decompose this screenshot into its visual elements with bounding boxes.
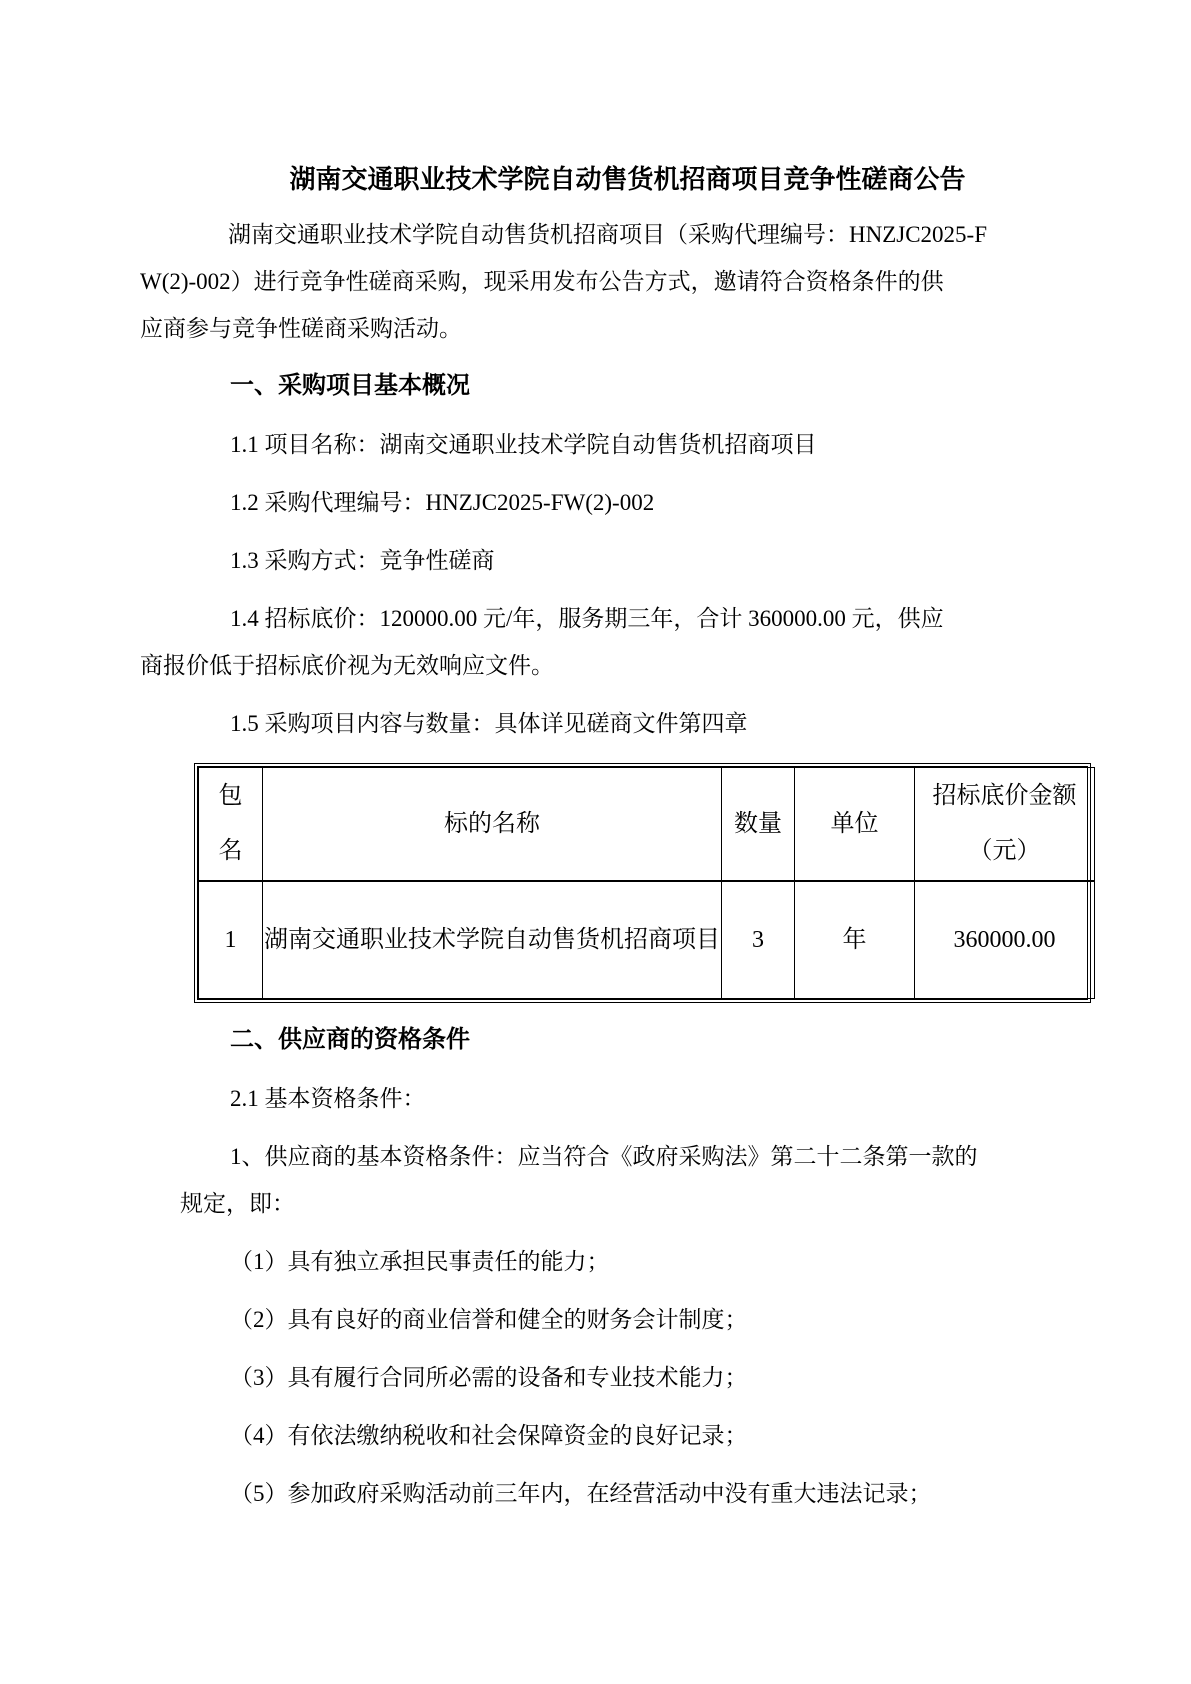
cell-quantity: 3 <box>722 881 795 999</box>
basic-qualification-intro <box>180 1133 1051 1227</box>
table-header-subject: 标的名称 <box>263 768 722 882</box>
table-header-row <box>199 768 1095 882</box>
cell-subject: 湖南交通职业技术学院自动售货机招商项目 <box>263 881 722 999</box>
intro-line: W(2)-002）进行竞争性磋商采购，现采用发布公告方式，邀请符合资格条件的供 <box>140 269 944 294</box>
table-header-package <box>199 768 263 882</box>
cell-package: 1 <box>199 881 263 999</box>
procurement-lots-table <box>194 763 1091 1003</box>
qualification-intro-line: 规定，即： <box>180 1191 295 1216</box>
item-1-3: 1.3 采购方式：竞争性磋商 <box>230 548 495 573</box>
item-2-1: 2.1 基本资格条件： <box>230 1086 426 1111</box>
qualification-item-4: （4）有依法缴纳税收和社会保障资金的良好记录； <box>230 1423 748 1448</box>
cell-unit: 年 <box>795 881 915 999</box>
table-header-unit: 单位 <box>795 768 915 882</box>
section2-heading: 二、供应商的资格条件 <box>230 1027 470 1053</box>
cell-price: 360000.00 <box>915 881 1095 999</box>
qualification-item-2: （2）具有良好的商业信誉和健全的财务会计制度； <box>230 1307 748 1332</box>
intro-line: 应商参与竞争性磋商采购活动。 <box>140 316 462 341</box>
qualification-intro-line: 1、供应商的基本资格条件：应当符合《政府采购法》第二十二条第一款的 <box>230 1144 978 1169</box>
item-1-2: 1.2 采购代理编号：HNZJC2025-FW(2)-002 <box>230 490 655 515</box>
item-1-1: 1.1 项目名称：湖南交通职业技术学院自动售货机招商项目 <box>230 432 817 457</box>
item-1-4-line: 商报价低于招标底价视为无效响应文件。 <box>140 653 554 678</box>
item-1-5: 1.5 采购项目内容与数量：具体详见磋商文件第四章 <box>230 711 748 736</box>
table-header-package-label: 包名 <box>218 783 243 864</box>
table-row <box>199 881 1095 999</box>
qualification-item-1: （1）具有独立承担民事责任的能力； <box>230 1249 610 1274</box>
qualification-item-5: （5）参加政府采购活动前三年内，在经营活动中没有重大违法记录； <box>230 1481 932 1506</box>
intro-paragraph <box>140 211 1051 352</box>
table-header-quantity: 数量 <box>722 768 795 882</box>
table-header-price: 招标底价金额（元） <box>915 768 1095 882</box>
item-1-4 <box>140 595 1051 689</box>
item-1-4-line: 1.4 招标底价：120000.00 元/年，服务期三年，合计 360000.00 元，供应 <box>230 606 944 631</box>
section1-heading: 一、采购项目基本概况 <box>230 373 470 399</box>
intro-line: 湖南交通职业技术学院自动售货机招商项目（采购代理编号：HNZJC2025-F <box>228 222 988 247</box>
document-content <box>140 160 1077 1517</box>
page-title: 湖南交通职业技术学院自动售货机招商项目竞争性磋商公告 <box>289 165 966 194</box>
qualification-item-3: （3）具有履行合同所必需的设备和专业技术能力； <box>230 1365 748 1390</box>
